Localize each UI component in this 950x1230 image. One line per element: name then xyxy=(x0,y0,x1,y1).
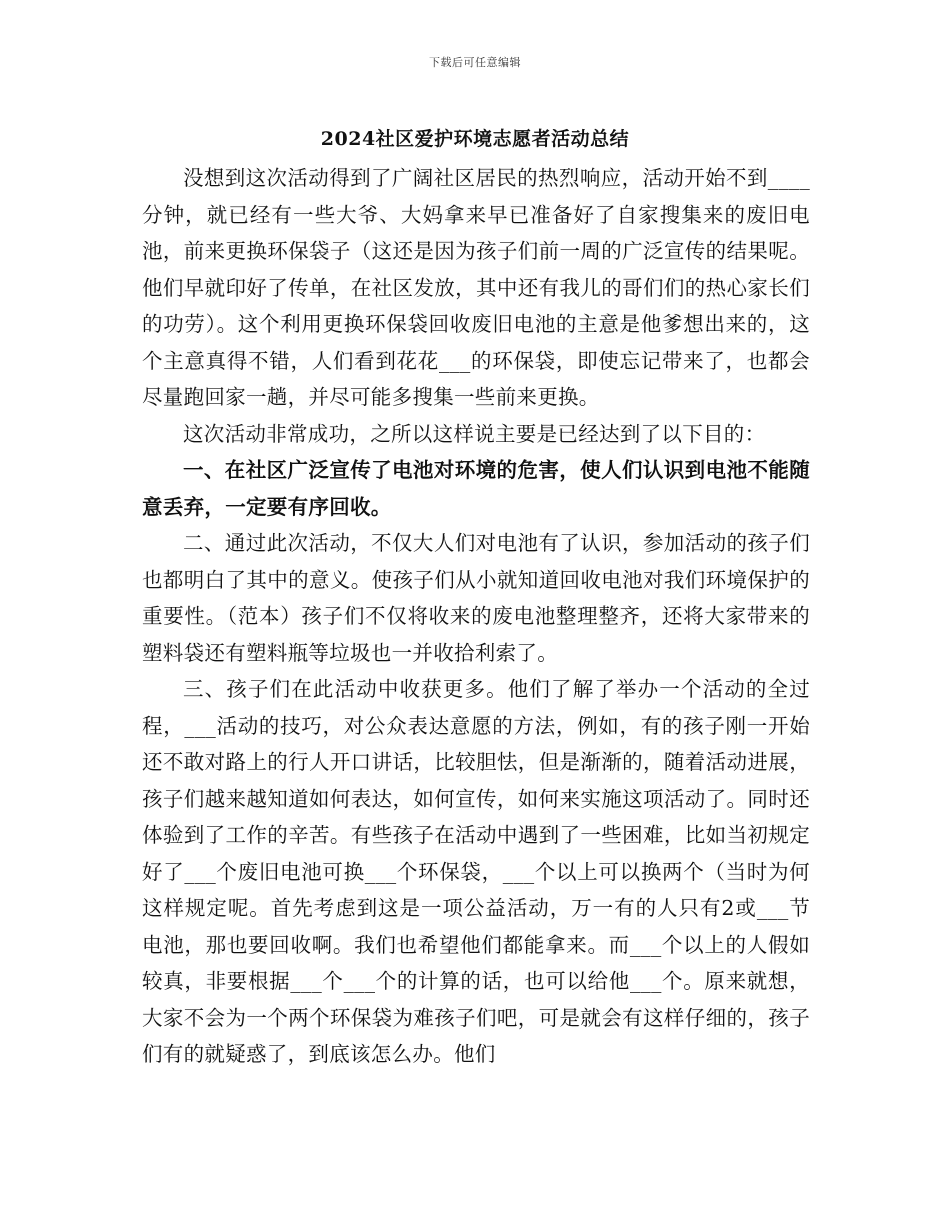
document-title: 2024社区爱护环境志愿者活动总结 xyxy=(320,128,630,150)
paragraph-point-one: 一、在社区广泛宣传了电池对环境的危害，使人们认识到电池不能随意丢弃，一定要有序回收。 xyxy=(142,458,810,519)
paragraph-point-two: 二、通过此次活动，不仅大人们对电池有了认识，参加活动的孩子们也都明白了其中的意义。使孩子们从小就知道回收电池对我们环境保护的重要性。（范本）孩子们不仅将收来的废电池整理整齐，还将大家带来的塑料袋还有塑料瓶等垃圾也一并收拾利索了。 xyxy=(142,531,810,665)
paragraph-success-summary: 这次活动非常成功，之所以这样说主要是已经达到了以下目的： xyxy=(183,421,766,446)
document-body xyxy=(142,160,810,1073)
paragraph-point-three: 三、孩子们在此活动中收获更多。他们了解了举办一个活动的全过程，___活动的技巧，对公众表达意愿的方法，例如，有的孩子刚一开始还不敢对路上的行人开口讲话，比较胆怯，但是渐渐的，随着活动进展，孩子们越来越知道如何表达，如何宣传，如何来实施这项活动了。同时还体验到了工作的辛苦。有些孩子在活动中遇到了一些困难，比如当初规定好了___个废旧电池可换___个环保袋，___个以上可以换两个（当时为何这样规定呢。首先考虑到这是一项公益活动，万一有的人只有2或___节电池，那也要回收啊。我们也希望他们都能拿来。而___个以上的人假如较真，非要根据___个___个的计算的话，也可以给他___个。原来就想，大家不会为一个两个环保袋为难孩子们吧，可是就会有这样仔细的，孩子们有的就疑惑了，到底该怎么办。他们 xyxy=(142,677,810,1066)
header-note: 下载后可任意编辑 xyxy=(429,56,521,69)
paragraph-intro: 没想到这次活动得到了广阔社区居民的热烈响应，活动开始不到____分钟，就已经有一些大爷、大妈拿来早已准备好了自家搜集来的废旧电池，前来更换环保袋子（这还是因为孩子们前一周的广泛宣传的结果呢。他们早就印好了传单，在社区发放，其中还有我儿的哥们们的热心家长们的功劳）。这个利用更换环保袋回收废旧电池的主意是他爹想出来的，这个主意真得不错，人们看到花花___的环保袋，即使忘记带来了，也都会尽量跑回家一趟，并尽可能多搜集一些前来更换。 xyxy=(142,166,810,409)
